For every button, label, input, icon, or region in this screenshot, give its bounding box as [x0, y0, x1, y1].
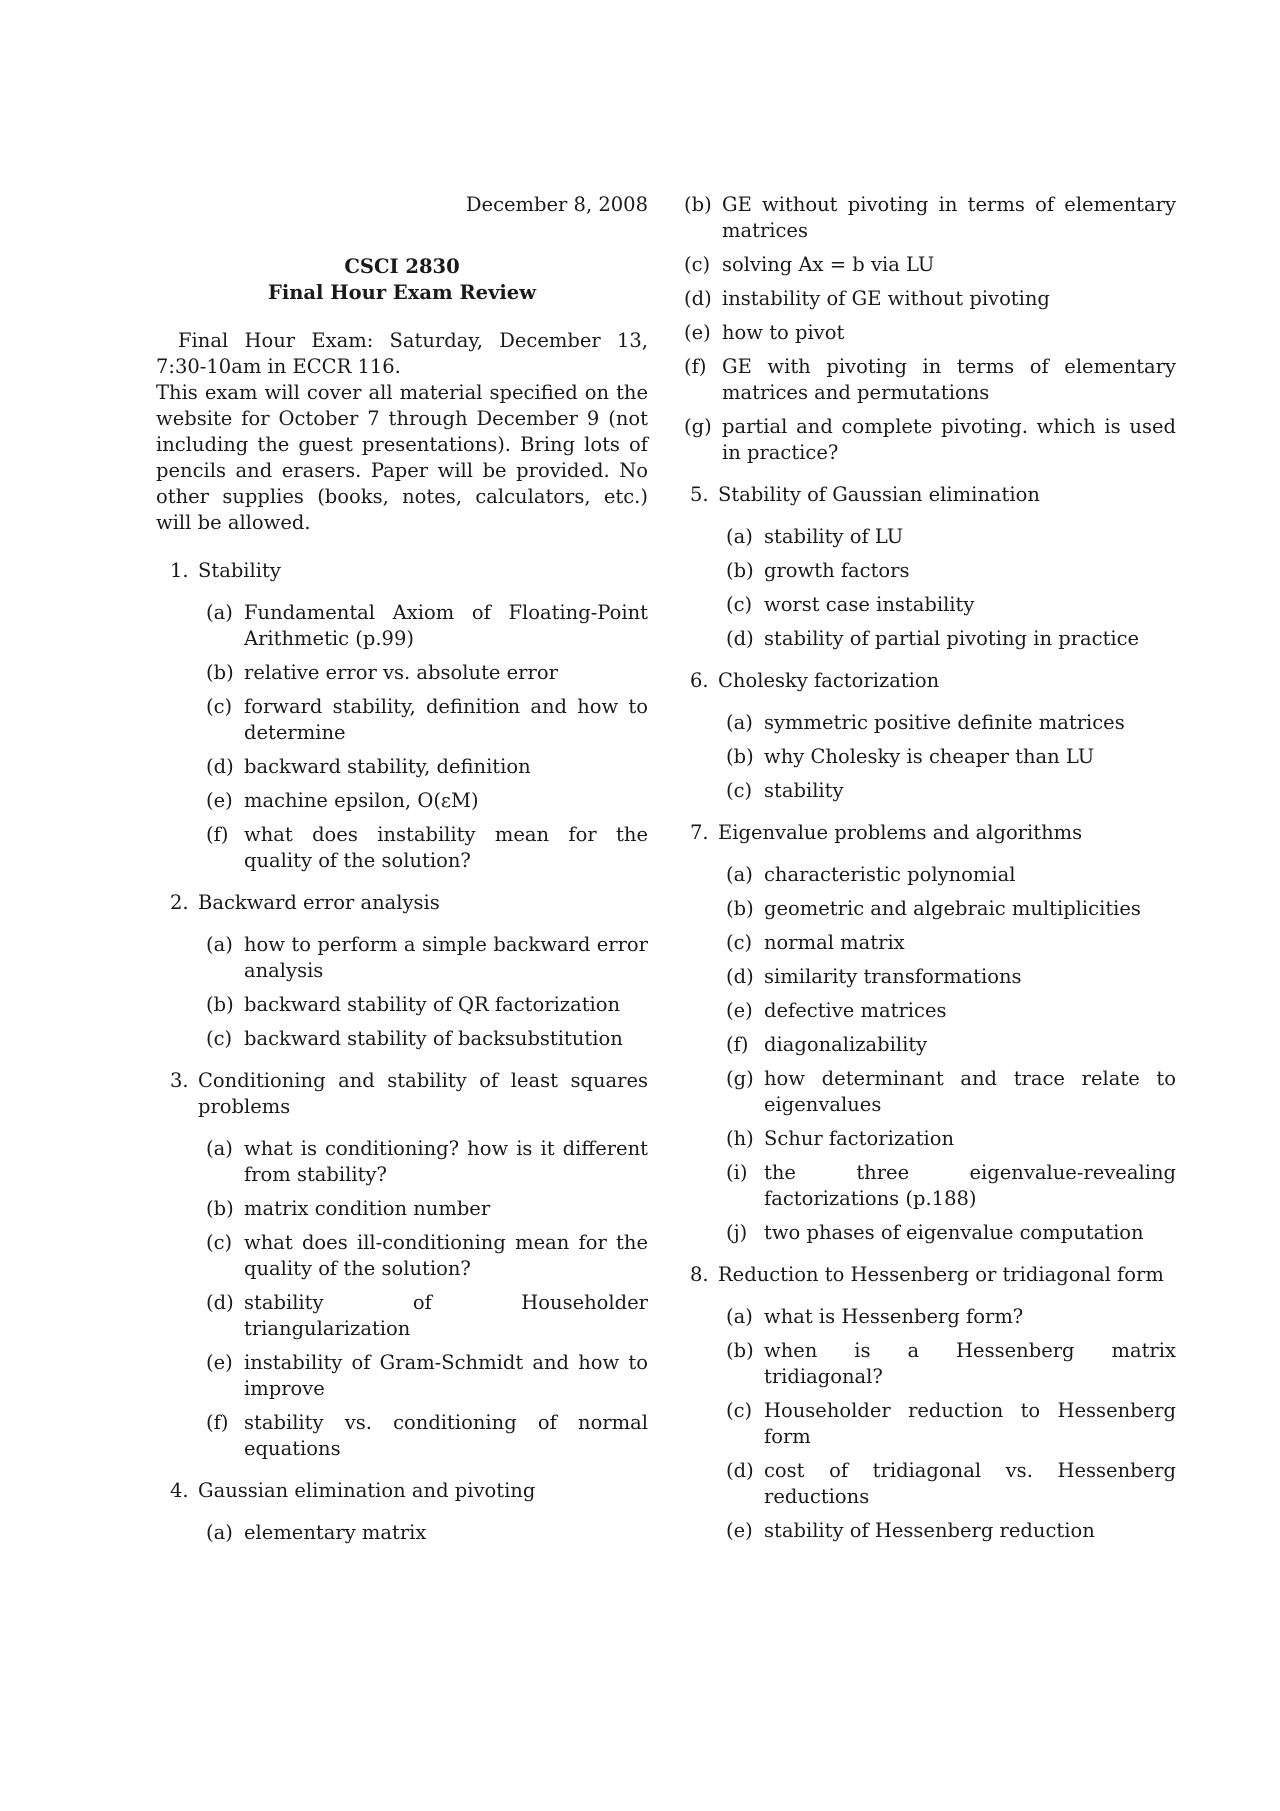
document-title-block	[156, 254, 648, 306]
item-list-continued	[676, 192, 1176, 466]
item-text: elementary matrix	[244, 1521, 427, 1544]
section-number: 8.	[690, 1263, 709, 1286]
item-text: two phases of eigenvalue computation	[764, 1221, 1144, 1244]
item-label: (d)	[726, 627, 754, 650]
item-label: (e)	[726, 1519, 753, 1542]
item-text: how determinant and trace relate to eigenvalues	[764, 1067, 1176, 1116]
item-text: what is conditioning? how is it different from stability?	[244, 1137, 648, 1186]
section-6	[676, 668, 1176, 804]
item-text: the three eigenvalue-revealing factorizations (p.188)	[764, 1161, 1176, 1210]
list-item	[198, 788, 648, 814]
item-list	[718, 862, 1176, 1246]
section-5	[676, 482, 1176, 652]
intro-block	[156, 328, 648, 536]
item-text: stability of Householder triangularization	[244, 1291, 648, 1340]
item-label: (a)	[726, 1305, 753, 1328]
item-list	[198, 1136, 648, 1462]
item-label: (b)	[206, 661, 234, 684]
item-text: GE with pivoting in terms of elementary matrices and permutations	[722, 355, 1176, 404]
item-text: growth factors	[764, 559, 910, 582]
section-title: Stability of Gaussian elimination	[718, 483, 1040, 506]
list-item	[718, 524, 1176, 550]
item-label: (f)	[206, 1411, 229, 1434]
item-label: (b)	[726, 1339, 754, 1362]
item-text: stability of Hessenberg reduction	[764, 1519, 1095, 1542]
item-text: geometric and algebraic multiplicities	[764, 897, 1141, 920]
item-label: (h)	[726, 1127, 754, 1150]
list-item	[676, 414, 1176, 466]
item-label: (j)	[726, 1221, 748, 1244]
list-item	[718, 1518, 1176, 1544]
section-number: 7.	[690, 821, 709, 844]
section-title: Cholesky factorization	[718, 669, 940, 692]
item-text: worst case instability	[764, 593, 975, 616]
list-item	[198, 660, 648, 686]
list-item	[718, 1220, 1176, 1246]
item-label: (f)	[206, 823, 229, 846]
list-item	[718, 1160, 1176, 1212]
item-label: (a)	[726, 711, 753, 734]
list-item	[198, 1230, 648, 1282]
right-column	[676, 192, 1176, 1560]
item-label: (e)	[206, 1351, 233, 1374]
item-label: (d)	[206, 1291, 234, 1314]
item-label: (a)	[206, 601, 233, 624]
list-item	[198, 1410, 648, 1462]
list-item	[198, 694, 648, 746]
list-item	[198, 932, 648, 984]
list-item	[198, 754, 648, 780]
section-8	[676, 1262, 1176, 1544]
item-text: how to pivot	[722, 321, 845, 344]
section-number: 4.	[170, 1479, 189, 1502]
section-2	[156, 890, 648, 1052]
item-list	[718, 1304, 1176, 1544]
item-text: Householder reduction to Hessenberg form	[764, 1399, 1176, 1448]
section-number: 6.	[690, 669, 709, 692]
list-item	[198, 992, 648, 1018]
exam-info: Final Hour Exam: Saturday, December 13, 7:30-10am in ECCR 116.	[156, 329, 648, 378]
list-item	[718, 1398, 1176, 1450]
list-item	[198, 1520, 648, 1546]
item-label: (c)	[726, 779, 753, 802]
item-text: partial and complete pivoting. which is used in practice?	[722, 415, 1176, 464]
list-item	[198, 1136, 648, 1188]
item-label: (c)	[206, 1027, 233, 1050]
section-number: 1.	[170, 559, 189, 582]
item-text: similarity transformations	[764, 965, 1022, 988]
item-list	[198, 600, 648, 874]
item-label: (b)	[726, 745, 754, 768]
item-label: (a)	[206, 1137, 233, 1160]
list-item	[718, 558, 1176, 584]
section-7	[676, 820, 1176, 1246]
list-item	[676, 252, 1176, 278]
list-item	[718, 896, 1176, 922]
course-code: CSCI 2830	[344, 255, 460, 278]
list-item	[198, 1290, 648, 1342]
item-text: forward stability, definition and how to determine	[244, 695, 648, 744]
list-item	[198, 1350, 648, 1402]
section-title: Gaussian elimination and pivoting	[198, 1479, 536, 1502]
list-item	[718, 1338, 1176, 1390]
item-label: (e)	[684, 321, 711, 344]
item-text: relative error vs. absolute error	[244, 661, 558, 684]
list-item	[198, 1196, 648, 1222]
item-label: (a)	[726, 863, 753, 886]
item-label: (i)	[726, 1161, 748, 1184]
section-4	[156, 1478, 648, 1546]
item-label: (d)	[726, 1459, 754, 1482]
list-item	[718, 862, 1176, 888]
item-text: Fundamental Axiom of Floating-Point Arithmetic (p.99)	[244, 601, 648, 650]
item-text: instability of GE without pivoting	[722, 287, 1050, 310]
list-item	[718, 1304, 1176, 1330]
list-item	[718, 1066, 1176, 1118]
item-text: why Cholesky is cheaper than LU	[764, 745, 1095, 768]
item-text: backward stability, definition	[244, 755, 531, 778]
item-label: (d)	[726, 965, 754, 988]
item-text: stability vs. conditioning of normal equations	[244, 1411, 648, 1460]
section-title: Conditioning and stability of least squares problems	[198, 1069, 648, 1118]
item-text: Schur factorization	[764, 1127, 955, 1150]
item-text: how to perform a simple backward error analysis	[244, 933, 648, 982]
item-label: (e)	[726, 999, 753, 1022]
left-column	[156, 192, 648, 1562]
section-number: 2.	[170, 891, 189, 914]
item-label: (b)	[726, 897, 754, 920]
item-text: backward stability of backsubstitution	[244, 1027, 623, 1050]
item-label: (b)	[206, 993, 234, 1016]
section-title: Reduction to Hessenberg or tridiagonal form	[718, 1263, 1164, 1286]
item-list	[718, 524, 1176, 652]
section-title: Eigenvalue problems and algorithms	[718, 821, 1083, 844]
item-text: normal matrix	[764, 931, 905, 954]
section-1	[156, 558, 648, 874]
item-label: (b)	[206, 1197, 234, 1220]
section-list-right	[676, 482, 1176, 1544]
item-list	[198, 932, 648, 1052]
list-item	[718, 998, 1176, 1024]
list-item	[718, 592, 1176, 618]
item-label: (a)	[206, 933, 233, 956]
item-label: (c)	[726, 593, 753, 616]
exam-coverage: This exam will cover all material specified on the website for October 7 through December 9 (not including the guest presentations). Bring lots of pencils and erasers. Paper will be provided. No other supplies (books, notes, calculators, etc.) will be allowed.	[156, 381, 648, 534]
item-text: diagonalizability	[764, 1033, 928, 1056]
list-item	[198, 600, 648, 652]
list-item	[676, 192, 1176, 244]
list-item	[718, 778, 1176, 804]
section-3	[156, 1068, 648, 1462]
list-item	[676, 354, 1176, 406]
section-title: Backward error analysis	[198, 891, 440, 914]
item-label: (f)	[726, 1033, 749, 1056]
item-label: (g)	[726, 1067, 754, 1090]
item-text: cost of tridiagonal vs. Hessenberg reductions	[764, 1459, 1176, 1508]
document-title: Final Hour Exam Review	[267, 281, 537, 304]
item-text: characteristic polynomial	[764, 863, 1016, 886]
list-item	[676, 320, 1176, 346]
item-list	[718, 710, 1176, 804]
section-number: 3.	[170, 1069, 189, 1092]
document-date: December 8, 2008	[465, 193, 648, 216]
list-item	[718, 710, 1176, 736]
section-list-left	[156, 558, 648, 1546]
item-text: solving Ax = b via LU	[722, 253, 935, 276]
item-text: stability	[764, 779, 844, 802]
item-text: what does instability mean for the quality of the solution?	[244, 823, 648, 872]
list-item	[676, 286, 1176, 312]
list-item	[718, 626, 1176, 652]
item-text: symmetric positive definite matrices	[764, 711, 1125, 734]
item-label: (b)	[726, 559, 754, 582]
list-item	[198, 822, 648, 874]
item-text: matrix condition number	[244, 1197, 491, 1220]
item-text: stability of partial pivoting in practice	[764, 627, 1140, 650]
list-item	[718, 1032, 1176, 1058]
item-label: (c)	[726, 931, 753, 954]
item-label: (b)	[684, 193, 712, 216]
item-label: (c)	[206, 1231, 233, 1254]
item-text: GE without pivoting in terms of elementary matrices	[722, 193, 1176, 242]
item-text: what does ill-conditioning mean for the quality of the solution?	[244, 1231, 648, 1280]
item-text: machine epsilon, O(εM)	[244, 789, 479, 812]
item-label: (g)	[684, 415, 712, 438]
item-label: (a)	[726, 525, 753, 548]
item-list	[198, 1520, 648, 1546]
item-text: when is a Hessenberg matrix tridiagonal?	[764, 1339, 1176, 1388]
item-label: (e)	[206, 789, 233, 812]
item-text: what is Hessenberg form?	[764, 1305, 1024, 1328]
list-item	[718, 1458, 1176, 1510]
item-label: (d)	[206, 755, 234, 778]
item-label: (c)	[684, 253, 711, 276]
section-number: 5.	[690, 483, 709, 506]
item-label: (c)	[206, 695, 233, 718]
item-text: instability of Gram-Schmidt and how to improve	[244, 1351, 648, 1400]
list-item	[718, 1126, 1176, 1152]
item-label: (a)	[206, 1521, 233, 1544]
list-item	[718, 744, 1176, 770]
list-item	[718, 930, 1176, 956]
section-title: Stability	[198, 559, 281, 582]
item-label: (c)	[726, 1399, 753, 1422]
item-label: (d)	[684, 287, 712, 310]
list-item	[718, 964, 1176, 990]
item-text: defective matrices	[764, 999, 947, 1022]
item-text: backward stability of QR factorization	[244, 993, 621, 1016]
item-label: (f)	[684, 355, 707, 378]
list-item	[198, 1026, 648, 1052]
item-text: stability of LU	[764, 525, 904, 548]
